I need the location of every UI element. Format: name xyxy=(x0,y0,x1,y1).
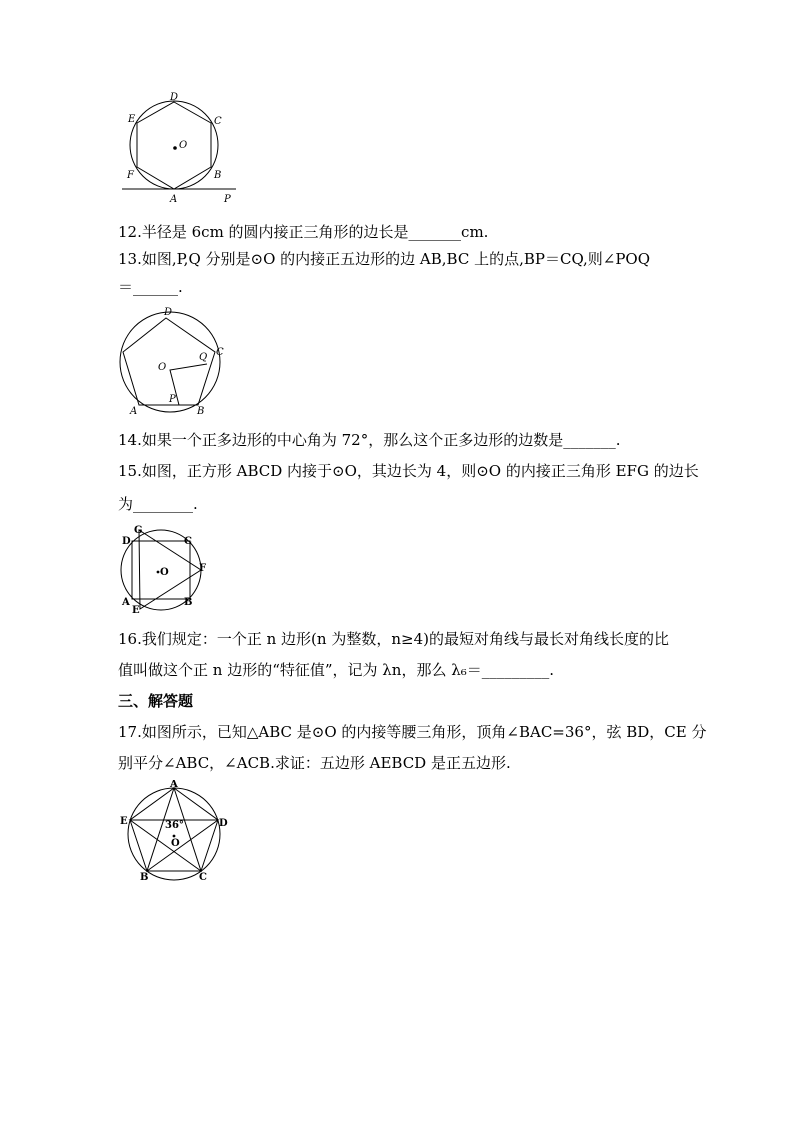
label-D: D xyxy=(122,536,131,547)
question-16-line2: 值叫做这个正 n 边形的“特征值”，记为 λn，那么 λ₆＝_________. xyxy=(118,661,555,679)
question-17-line1: 17.如图所示，已知△ABC 是⊙O 的内接等腰三角形，顶角∠BAC=36°，弦 BD，CE 分 xyxy=(118,723,707,741)
label-C: C xyxy=(216,347,224,358)
star-circle xyxy=(128,788,220,880)
figure-square-triangle xyxy=(118,524,218,614)
label-E: E xyxy=(132,605,140,614)
label-D: D xyxy=(164,307,173,318)
label-D: D xyxy=(170,92,179,103)
question-13-line1: 13.如图,P,Q 分别是⊙O 的内接正五边形的边 AB,BC 上的点,BP＝CQ,则∠POQ xyxy=(118,250,651,268)
label-Q: Q xyxy=(199,352,208,363)
figure-hexagon xyxy=(118,88,244,208)
label-P: P xyxy=(224,194,231,205)
angle-label: 36° xyxy=(165,820,184,831)
label-E: E xyxy=(128,114,136,125)
label-E: E xyxy=(120,816,128,827)
label-F: F xyxy=(127,170,134,181)
label-P: P xyxy=(169,394,176,405)
label-O: O xyxy=(158,362,167,373)
question-16-line1: 16.我们规定：一个正 n 边形(n 为整数，n≥4)的最短对角线与最长对角线长度的比 xyxy=(118,630,669,648)
label-C: C xyxy=(199,872,207,883)
label-A: A xyxy=(130,406,138,417)
label-O: O xyxy=(160,567,169,578)
question-15-line2: 为________. xyxy=(118,495,198,513)
question-14: 14.如果一个正多边形的中心角为 72°，那么这个正多边形的边数是_______. xyxy=(118,431,621,449)
label-B: B xyxy=(140,872,149,883)
label-A: A xyxy=(170,194,178,205)
question-15-line1: 15.如图，正方形 ABCD 内接于⊙O，其边长为 4，则⊙O 的内接正三角形 EFG 的边长 xyxy=(118,462,699,480)
figure-pentagon xyxy=(118,304,230,420)
center-dot xyxy=(173,835,176,838)
hexagon-circle xyxy=(130,101,218,189)
label-C: C xyxy=(184,536,192,547)
label-B: B xyxy=(214,170,222,181)
label-O: O xyxy=(179,140,188,151)
center-dot xyxy=(157,571,160,574)
question-17-line2: 别平分∠ABC，∠ACB.求证：五边形 AEBCD 是正五边形. xyxy=(118,754,511,772)
label-D: D xyxy=(219,818,228,829)
label-B: B xyxy=(184,597,193,608)
center-dot xyxy=(173,146,177,150)
label-C: C xyxy=(214,116,222,127)
section-heading-3: 三、解答题 xyxy=(118,692,194,710)
label-B: B xyxy=(197,406,205,417)
label-A: A xyxy=(122,597,130,608)
hexagon-shape xyxy=(137,102,211,189)
question-12: 12.半径是 6cm 的圆内接正三角形的边长是_______cm. xyxy=(118,223,489,241)
label-A: A xyxy=(170,780,178,790)
figure-star-pentagon xyxy=(118,780,230,884)
label-G: G xyxy=(134,525,143,536)
label-F: F xyxy=(199,563,207,574)
question-13-line2: ＝______. xyxy=(118,278,183,296)
label-O: O xyxy=(171,838,180,849)
